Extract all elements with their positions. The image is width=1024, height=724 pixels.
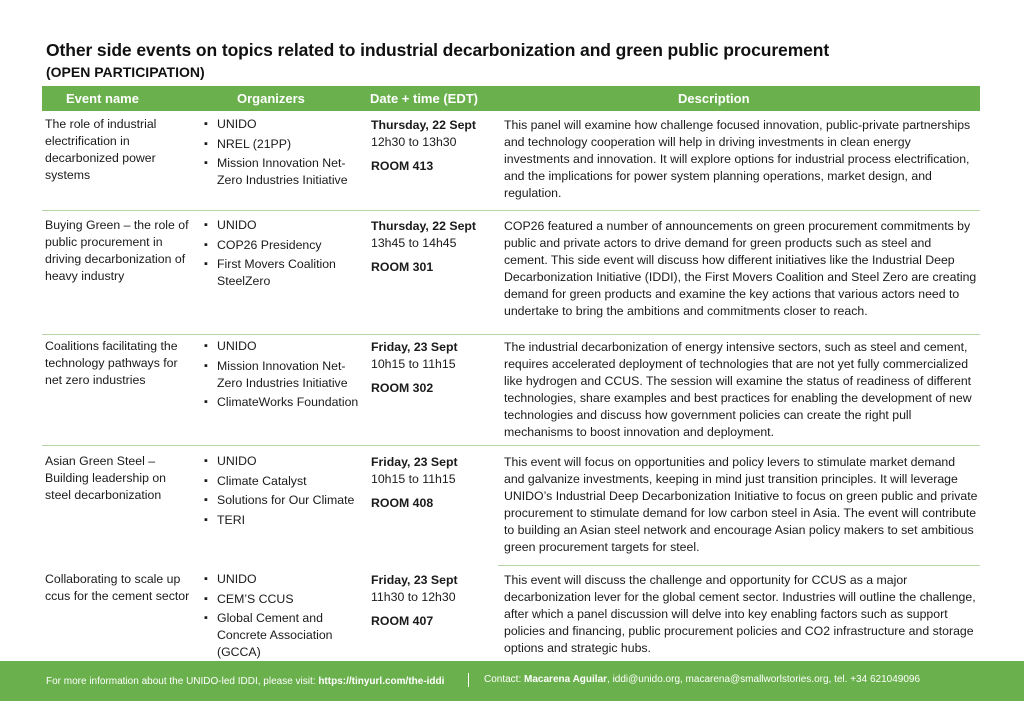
footer-info — [46, 676, 444, 687]
event-description: This event will focus on opportunities and policy levers to stimulate market demand and galvanize investments, keeping in mind just transition principles. It will leverage UNIDO’s Industrial Deep Decarbonization Initiative to focus on green public and private procurement to stimulate demand for low carbon steel in Asia. The event will contribute to building an Asian steel network and encourage Asian policy makers to set ambitious green procurement targets for steel. — [504, 455, 978, 554]
event-day: Thursday, 22 Sept — [371, 219, 477, 233]
event-datetime — [371, 339, 496, 397]
organizer: ▪ Mission Innovation Net-Zero Industries Initiative — [204, 358, 364, 392]
event-name: The role of industrial electrification in decarbonized power systems — [45, 117, 157, 182]
event-time: 11h30 to 12h30 — [371, 590, 456, 604]
footer-contact-label: Contact: — [484, 674, 525, 685]
organizer: ▪ UNIDO — [204, 453, 364, 470]
organizers-list — [204, 116, 364, 192]
event-day: Friday, 23 Sept — [371, 340, 458, 354]
row-divider — [42, 334, 980, 335]
organizer: ▪ Global Cement and Concrete Association (GCCA) — [204, 610, 364, 661]
organizer: ▪ Solutions for Our Climate — [204, 492, 364, 509]
column-header-organizers: Organizers — [237, 91, 305, 106]
event-datetime — [371, 117, 496, 175]
event-room: ROOM 301 — [371, 260, 434, 274]
row-divider — [498, 565, 980, 566]
event-description: COP26 featured a number of announcements on green procurement commitments by public and private actors to drive demand for green products such as steel and cement. This side event will discuss how different initiatives like the Industrial Deep Decarbonization Initiative (IDDI), the First Movers Coalition and Steel Zero are creating demand for green products and examine the key actions that various actors need to undertake to bring the ambitions and commitments closer to reach. — [504, 219, 977, 318]
column-header-description: Description — [678, 91, 750, 106]
event-name: Buying Green – the role of public procurement in driving decarbonization of heavy industry — [45, 218, 189, 283]
organizer: ▪ NREL (21PP) — [204, 136, 364, 153]
organizers-list — [204, 571, 364, 664]
event-day: Friday, 23 Sept — [371, 573, 458, 587]
footer-divider — [468, 673, 469, 687]
organizer: ▪ UNIDO — [204, 571, 364, 588]
page-title: Other side events on topics related to industrial decarbonization and green public procurement — [46, 40, 830, 60]
organizer: ▪ CEM’S CCUS — [204, 591, 364, 608]
organizers-list — [204, 217, 364, 293]
organizer: ▪ First Movers Coalition SteelZero — [204, 256, 364, 290]
event-day: Thursday, 22 Sept — [371, 118, 477, 132]
table-header — [42, 86, 980, 111]
organizers-list — [204, 453, 364, 531]
event-description: This panel will examine how challenge focused innovation, public-private partnerships and technology cooperation will help in driving investments in clean energy investments and innovation. It will explore options for industrial process electrification, and the implications for power system planning operations, market design, and regulation. — [504, 118, 971, 200]
event-datetime — [371, 572, 496, 630]
event-time: 10h15 to 11h15 — [371, 472, 456, 486]
event-room: ROOM 407 — [371, 614, 434, 628]
event-description: This event will discuss the challenge and opportunity for CCUS as a major decarbonization lever for the global cement sector. Industries will outline the challenge, after which a panel discussion will delve into key enabling factors such as support policies and financing, public procurement policies and CO2 infrastructure and storage options and strategic hubs. — [504, 573, 976, 655]
event-name: Asian Green Steel – Building leadership on steel decarbonization — [45, 454, 167, 502]
event-datetime — [371, 454, 496, 512]
event-time: 10h15 to 11h15 — [371, 357, 456, 371]
organizer: ▪ COP26 Presidency — [204, 237, 364, 254]
event-time: 13h45 to 14h45 — [371, 236, 457, 250]
column-header-date: Date + time (EDT) — [370, 91, 478, 106]
event-name: Collaborating to scale up ccus for the cement sector — [45, 572, 190, 603]
page-subtitle: (OPEN PARTICIPATION) — [46, 64, 205, 80]
organizer: ▪ TERI — [204, 512, 364, 529]
event-day: Friday, 23 Sept — [371, 455, 458, 469]
footer-contact-details: , iddi@unido.org, macarena@smallworlstories.org, tel. +34 621049096 — [607, 674, 921, 685]
event-room: ROOM 413 — [371, 159, 434, 173]
organizer: ▪ UNIDO — [204, 116, 364, 133]
organizers-list — [204, 338, 364, 414]
event-room: ROOM 302 — [371, 381, 434, 395]
footer-contact — [484, 674, 920, 685]
event-room: ROOM 408 — [371, 496, 434, 510]
organizer: ▪ ClimateWorks Foundation — [204, 394, 364, 411]
event-datetime — [371, 218, 496, 276]
event-name: Coalitions facilitating the technology pathways for net zero industries — [45, 339, 178, 387]
organizer: ▪ UNIDO — [204, 217, 364, 234]
row-divider — [42, 445, 980, 446]
event-time: 12h30 to 13h30 — [371, 135, 457, 149]
row-divider — [42, 210, 980, 211]
footer-bar — [0, 661, 1024, 701]
footer-contact-name: Macarena Aguilar — [524, 674, 608, 685]
footer-link[interactable]: https://tinyurl.com/the-iddi — [318, 676, 445, 687]
organizer: ▪ Mission Innovation Net-Zero Industries Initiative — [204, 155, 364, 189]
organizer: ▪ Climate Catalyst — [204, 473, 364, 490]
footer-info-text: For more information about the UNIDO-led IDDI, please visit: — [46, 676, 319, 687]
column-header-event: Event name — [66, 91, 139, 106]
organizer: ▪ UNIDO — [204, 338, 364, 355]
event-description: The industrial decarbonization of energy intensive sectors, such as steel and cement, requires accelerated deployment of technologies that are not yet fully commercialized like hydrogen and CCUS. The session will examine the status of readiness of different technologies, share examples and best practices for enabling the development of new technologies and discuss how government policies can create the right pull mechanisms to boost innovation and deployment. — [504, 340, 972, 439]
